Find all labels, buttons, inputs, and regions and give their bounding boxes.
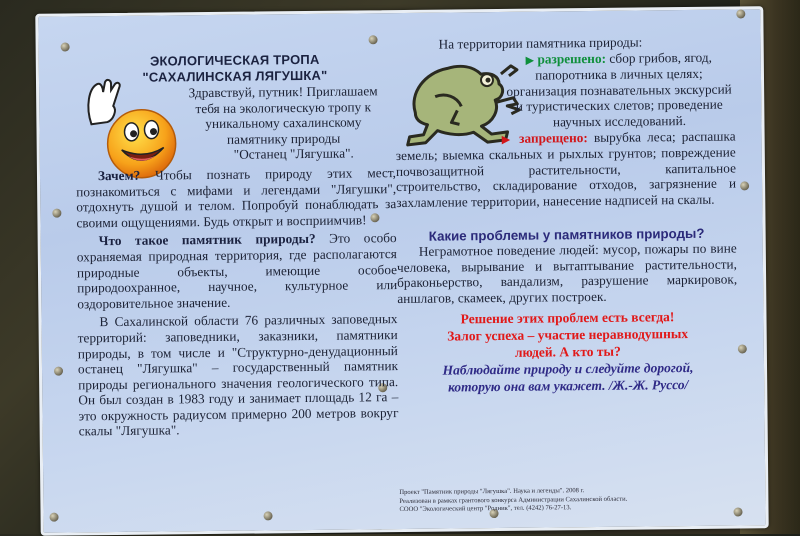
green-arrow-icon: ▶ xyxy=(525,53,535,67)
greeting-line: памятнику природы xyxy=(226,130,341,147)
greeting-line: Здравствуй, путник! Приглашаем xyxy=(188,83,378,101)
screw xyxy=(738,344,747,353)
title-line: "САХАЛИНСКАЯ ЛЯГУШКА" xyxy=(142,67,328,85)
quote-line: Наблюдайте природу и следуйте дорогой, xyxy=(442,359,694,378)
territory-intro: На территории памятника природы: xyxy=(438,34,643,52)
right-column xyxy=(395,34,739,396)
problems-text: Неграмотное поведение людей: мусор, пожары по вине человека, вырывание и вытаптывание растительности, браконьерство, вандализм, разрушение маркировок, аншлагов, скамеек, других построек. xyxy=(396,240,738,306)
left-column xyxy=(75,51,399,439)
screw xyxy=(740,181,749,190)
screw xyxy=(61,42,70,51)
information-board xyxy=(35,6,768,536)
screw xyxy=(733,507,742,516)
greeting-line: уникальному сахалинскому xyxy=(205,114,362,132)
allowed-text: сбор грибов, ягод, папоротника в личных целях; организация познавательных экскурсий и туристических слетов; проведение научных исследований. xyxy=(506,49,732,130)
solution-block xyxy=(397,307,738,396)
trail-title xyxy=(75,51,395,86)
what-paragraph xyxy=(77,230,398,311)
why-paragraph xyxy=(76,165,397,231)
sakhalin-paragraph: В Сахалинской области 76 различных заповедных территорий: заповедники, заказники, памятники природы, в том числе и "Структурно-денудационный останец "Лягушка" – государственный памятник природы регионального значения геологического типа. Он был создан в 1983 году и занимает площадь 12 га – это окружность радиусом примерно 200 метров вокруг скалы "Лягушка". xyxy=(77,311,399,439)
quote-line: которую она вам укажет. /Ж.-Ж. Руссо/ xyxy=(447,376,689,395)
greeting-line: "Останец "Лягушка". xyxy=(233,145,354,163)
credit-line: СООО "Экологический центр "Родник", тел. (4242) 76-27-13. xyxy=(399,504,572,514)
solution-line: Решение этих проблем есть всегда! xyxy=(460,308,675,326)
screw xyxy=(50,513,59,522)
screw xyxy=(52,209,61,218)
forbidden-label: запрещено: xyxy=(519,129,588,146)
solution-line: людей. А кто ты? xyxy=(514,343,621,360)
screw xyxy=(736,9,745,18)
project-credits xyxy=(399,486,729,515)
problems-heading: Какие проблемы у памятников природы? xyxy=(428,225,705,244)
what-question: Что такое памятник природы? xyxy=(98,231,316,249)
forbidden-text: вырубка леса; распашка земель; выемка скальных и рыхлых грунтов; повреждение почвозащитной растительности, капитальное строительство, складирование отходов, загрязнение и захламление территории, нанесение надписей на скалы. xyxy=(395,128,737,210)
why-text: Чтобы познать природу этих мест, познакомиться с мифами и легендами "Лягушки", отдохнуть душой и телом. Попробуй понаблюдать за своими ощущениями. Будь открыт и восприимчив! xyxy=(76,165,397,231)
solution-line: Залог успеха – участие неравнодушных xyxy=(447,325,689,344)
why-question: Зачем? xyxy=(97,167,141,184)
greeting-text xyxy=(171,83,396,163)
forbidden-paragraph xyxy=(396,128,737,211)
what-text: Это особо охраняемая природная территория, где располагаются природные объекты, имеющие особое природоохранное, научное, культурное или оздоровительное значение. xyxy=(76,230,398,312)
greeting-line: тебя на экологическую тропу к xyxy=(195,98,372,116)
screw xyxy=(54,367,63,376)
allowed-paragraph xyxy=(503,49,736,130)
red-arrow-icon: ▶ xyxy=(501,132,514,146)
credit-line: Реализован в рамках грантового конкурса Администрации Сахалинской области. xyxy=(399,495,628,505)
title-line: ЭКОЛОГИЧЕСКАЯ ТРОПА xyxy=(149,51,320,69)
screw xyxy=(369,35,378,44)
credit-line: Проект "Памятник природы "Лягушка". Наука и легенды". 2008 г. xyxy=(399,487,585,497)
allowed-label: разрешено: xyxy=(537,50,607,67)
screw xyxy=(264,511,273,520)
